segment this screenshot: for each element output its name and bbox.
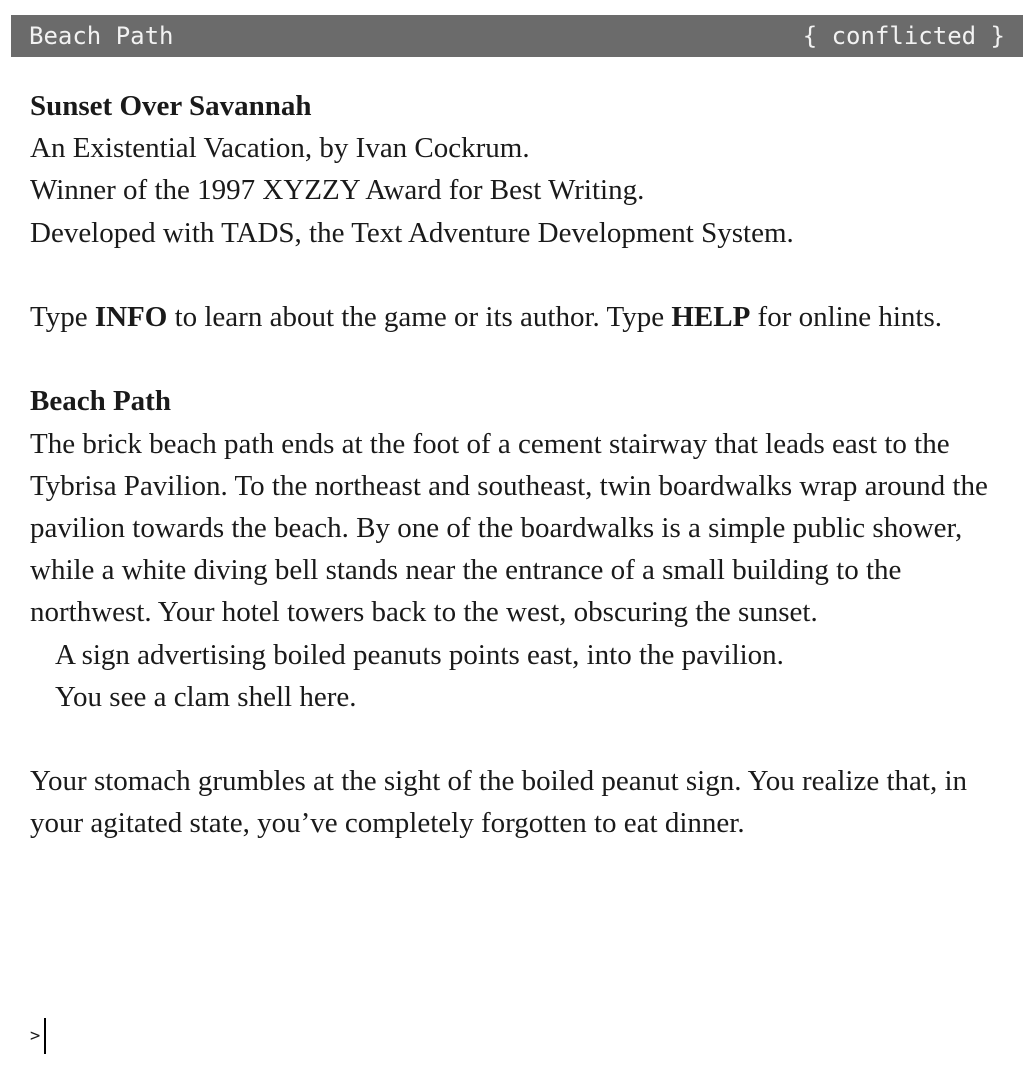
- info-command: INFO: [94, 301, 168, 333]
- room-sign: A sign advertising boiled peanuts points east, into the pavilion.: [55, 638, 784, 671]
- game-developed: Developed with TADS, the Text Adventure Development System.: [30, 216, 794, 249]
- game-award: Winner of the 1997 XYZZY Award for Best Writing.: [30, 174, 645, 207]
- status-score: { conflicted }: [802, 22, 1005, 50]
- room-name: Beach Path: [30, 385, 171, 418]
- game-subtitle: An Existential Vacation, by Ivan Cockrum.: [30, 132, 530, 165]
- game-title: Sunset Over Savannah: [30, 90, 312, 122]
- command-input[interactable]: [30, 1016, 46, 1056]
- room-items: You see a clam shell here.: [55, 680, 357, 713]
- status-location: Beach Path: [29, 22, 174, 50]
- help-line: Type INFO to learn about the game or its author. Type HELP for online hints.: [30, 301, 942, 333]
- help-command: HELP: [671, 301, 751, 333]
- status-bar: [11, 15, 1023, 57]
- game-message: Your stomach grumbles at the sight of the boiled peanut sign. You realize that, in your agitated state, you’ve completely forgotten to eat dinner.: [30, 765, 968, 840]
- transcript: [30, 85, 1020, 845]
- prompt-symbol: >: [30, 1026, 41, 1046]
- room-description: The brick beach path ends at the foot of a cement stairway that leads east to the Tybrisa Pavilion. To the northeast and southeast, twin boardwalks wrap around the pavilion towards the beach. By one of the boardwalks is a simple public shower, while a white diving bell stands near the entrance of a small building to the northwest. Your hotel towers back to the west, obscuring the sunset.: [30, 427, 988, 629]
- text-caret: [44, 1018, 46, 1054]
